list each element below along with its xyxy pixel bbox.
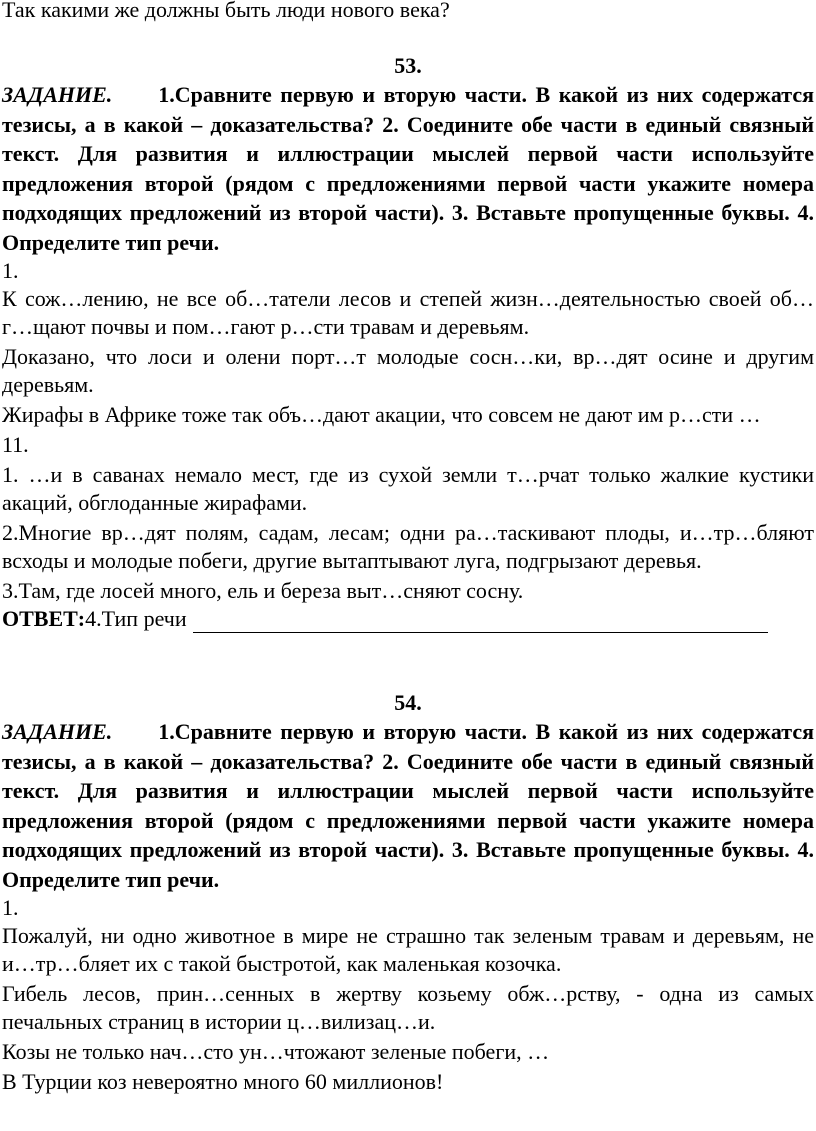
- exercise-54: [2, 689, 814, 1096]
- answer-label: ОТВЕТ:: [2, 606, 86, 631]
- part1-sentence: Козы не только нач…сто ун…чтожают зеленые побеги, …: [2, 1039, 550, 1064]
- part2-sentence: 1. …и в саванах немало мест, где из сухой земли т…рчат только жалкие кустики акаций, обглоданные жирафами.: [2, 462, 814, 515]
- part1-sentence: Гибель лесов, прин…сенных в жертву козьему обж…рству, - одна из самых печальных страниц в истории ц…вилизац…и.: [2, 981, 814, 1034]
- document-page: [2, 0, 814, 1096]
- answer-text: 4.Тип речи: [85, 606, 187, 631]
- exercise-number: 54.: [394, 690, 422, 715]
- part2-sentence: 2.Многие вр…дят полям, садам, лесам; одни ра…таскивают плоды, и…тр…бляют всходы и молодые побеги, другие вытаптывают луга, подгрызают деревья.: [2, 520, 814, 573]
- part1-sentence: К сож…лению, не все об…татели лесов и степей жизн…деятельностью своей об…г…щают почвы и пом…гают р…сти травам и деревьям.: [2, 286, 814, 339]
- part1-sentence: Жирафы в Африке тоже так объ…дают акации, что совсем не дают им р…сти …: [2, 402, 761, 427]
- task-instructions: [2, 80, 814, 257]
- task-instructions: [2, 717, 814, 894]
- part1-sentence: В Турции коз невероятно много 60 миллионов!: [2, 1069, 444, 1094]
- part2-sentence: 3.Там, где лосей много, ель и береза выт…сняют сосну.: [2, 578, 524, 603]
- task-label: ЗАДАНИЕ.: [2, 719, 113, 744]
- exercise-53: [2, 52, 814, 633]
- task-label: ЗАДАНИЕ.: [2, 82, 113, 107]
- answer-blank[interactable]: [193, 610, 768, 633]
- answer-line: [2, 605, 814, 633]
- part1-sentence: Доказано, что лоси и олени порт…т молодые сосн…ки, вр…дят осине и другим деревьям.: [2, 344, 814, 397]
- part2-label: 11.: [2, 432, 29, 457]
- part1-sentence: Пожалуй, ни одно животное в мире не страшно так зеленым травам и деревьям, не и…тр…бляет их с такой быстротой, как маленькая козочка.: [2, 923, 814, 976]
- part1-label: 1.: [2, 895, 19, 920]
- intro-question: Так какими же должны быть люди нового века?: [2, 0, 450, 22]
- part1-label: 1.: [2, 258, 19, 283]
- task-text: 1.Сравните первую и вторую части. В какой из них содержатся тезисы, а в какой – доказательства? 2. Соедините обе части в единый связный текст. Для развития и иллюстрации мыслей первой части используйте предложения второй (рядом с предложениями первой части укажите номера подходящих предложений из второй части). 3. Вставьте пропущенные буквы. 4. Определите тип речи.: [2, 82, 814, 255]
- exercise-number: 53.: [394, 53, 422, 78]
- task-text: 1.Сравните первую и вторую части. В какой из них содержатся тезисы, а в какой – доказательства? 2. Соедините обе части в единый связный текст. Для развития и иллюстрации мыслей первой части используйте предложения второй (рядом с предложениями первой части укажите номера подходящих предложений из второй части). 3. Вставьте пропущенные буквы. 4. Определите тип речи.: [2, 719, 814, 892]
